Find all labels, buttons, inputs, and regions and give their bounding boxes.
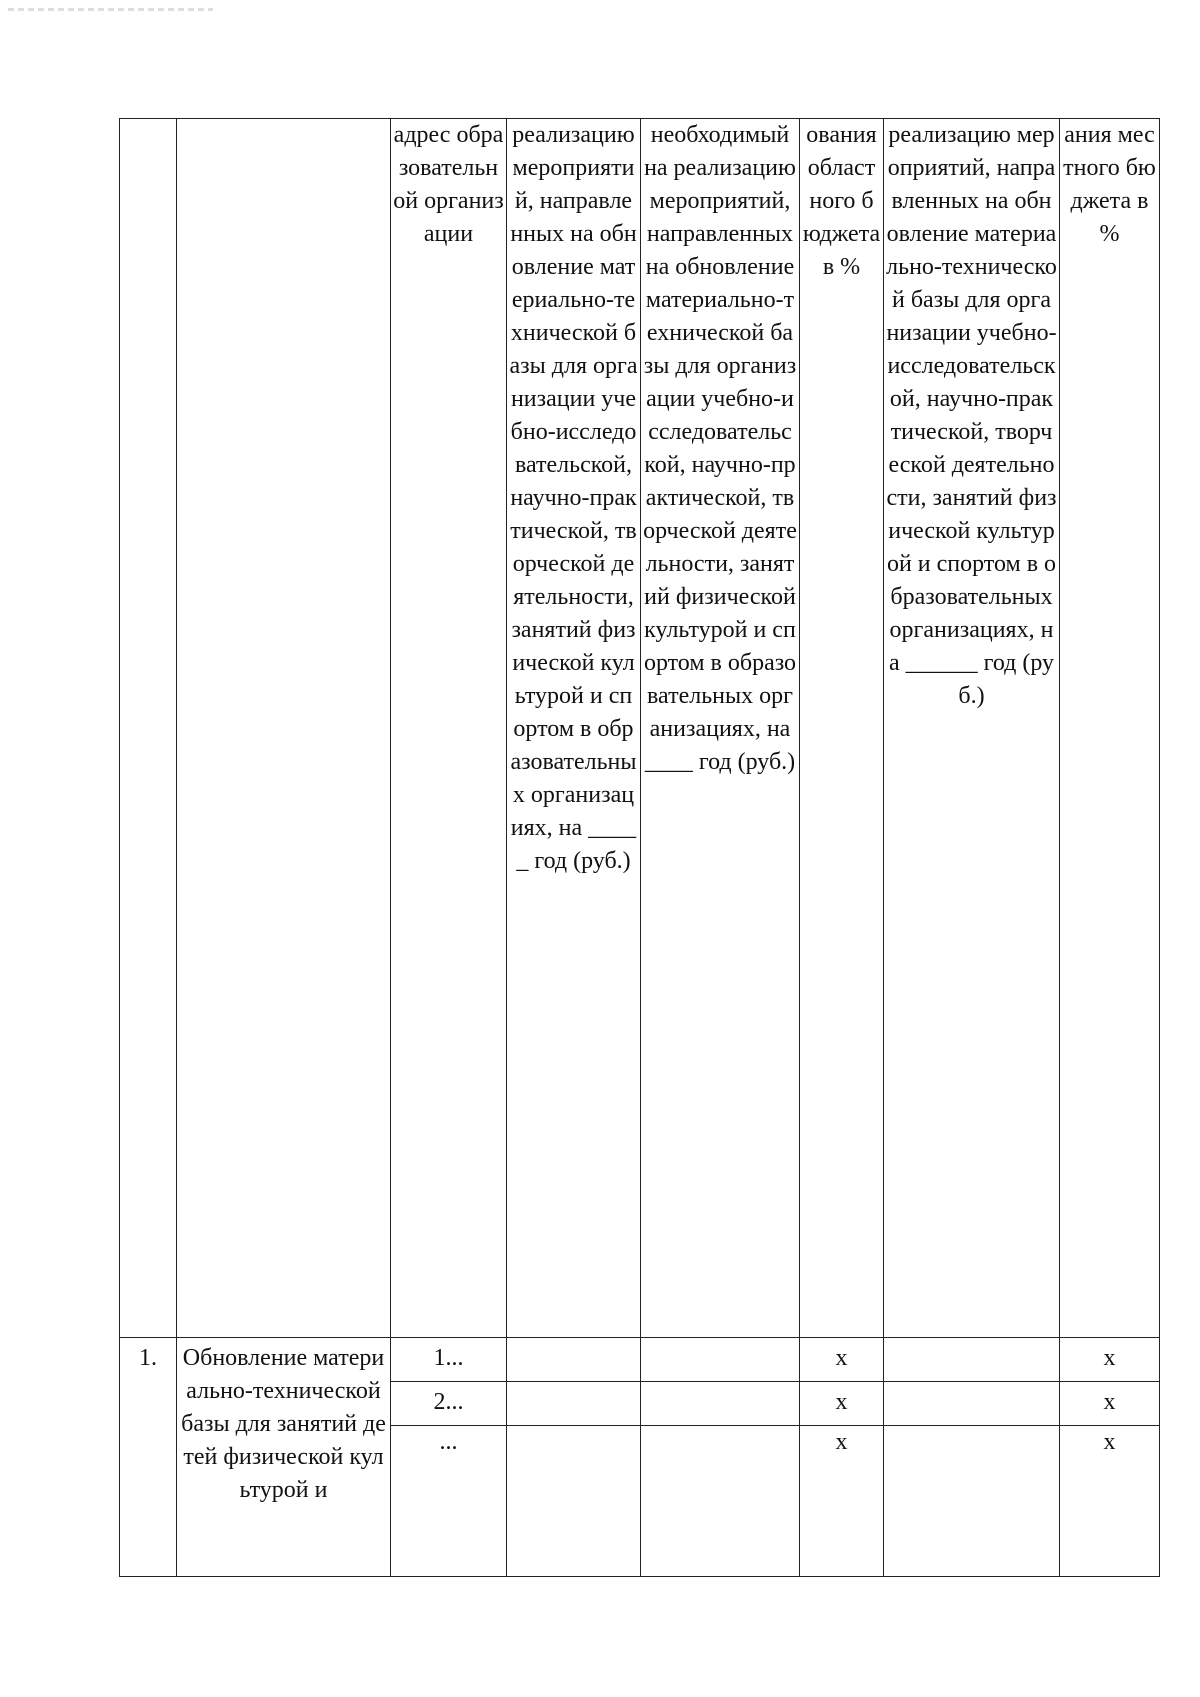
row-local-percent: x bbox=[1060, 1382, 1160, 1426]
row-regional-percent: x bbox=[800, 1382, 884, 1426]
scan-artifact bbox=[8, 8, 213, 11]
header-event-name bbox=[177, 119, 391, 1338]
row-total-cost bbox=[507, 1426, 641, 1577]
row-address: 2... bbox=[391, 1382, 507, 1426]
row-address: ... bbox=[391, 1426, 507, 1577]
row-local-amount bbox=[884, 1338, 1060, 1382]
row-local-percent: x bbox=[1060, 1338, 1160, 1382]
row-total-cost bbox=[507, 1338, 641, 1382]
row-number: 1. bbox=[120, 1338, 177, 1577]
header-total-cost: реализацию мероприятий, направленных на обновление материально-технической базы для организации учебно-исследовательской, научно-практической, творческой деятельности, занятий физической культурой и спортом в образовательных организациях, на _____ год (руб.) bbox=[507, 119, 641, 1338]
row-local-percent: x bbox=[1060, 1426, 1160, 1577]
header-address: адрес образовательной организации bbox=[391, 119, 507, 1338]
table-header-row bbox=[120, 119, 1160, 1338]
header-regional-percent: ования областного бюджета в % bbox=[800, 119, 884, 1338]
header-local-percent: ания местного бюджета в % bbox=[1060, 119, 1160, 1338]
header-number bbox=[120, 119, 177, 1338]
row-local-amount bbox=[884, 1426, 1060, 1577]
row-required-amount bbox=[641, 1338, 800, 1382]
table-row bbox=[120, 1338, 1160, 1382]
row-event-name: Обновление материально-технической базы для занятий детей физической культурой и bbox=[177, 1338, 391, 1577]
row-regional-percent: x bbox=[800, 1338, 884, 1382]
row-address: 1... bbox=[391, 1338, 507, 1382]
row-regional-percent: x bbox=[800, 1426, 884, 1577]
row-local-amount bbox=[884, 1382, 1060, 1426]
budget-table bbox=[119, 118, 1160, 1577]
header-required-amount: необходимый на реализацию мероприятий, направленных на обновление материально-технической базы для организации учебно-исследовательской, научно-практической, творческой деятельности, занятий физической культурой и спортом в образовательных организациях, на ____ год (руб.) bbox=[641, 119, 800, 1338]
row-required-amount bbox=[641, 1382, 800, 1426]
row-total-cost bbox=[507, 1382, 641, 1426]
header-local-amount: реализацию мероприятий, направленных на обновление материально-технической базы для организации учебно-исследовательской, научно-практической, творческой деятельности, занятий физической культурой и спортом в образовательных организациях, на ______ год (руб.) bbox=[884, 119, 1060, 1338]
row-required-amount bbox=[641, 1426, 800, 1577]
